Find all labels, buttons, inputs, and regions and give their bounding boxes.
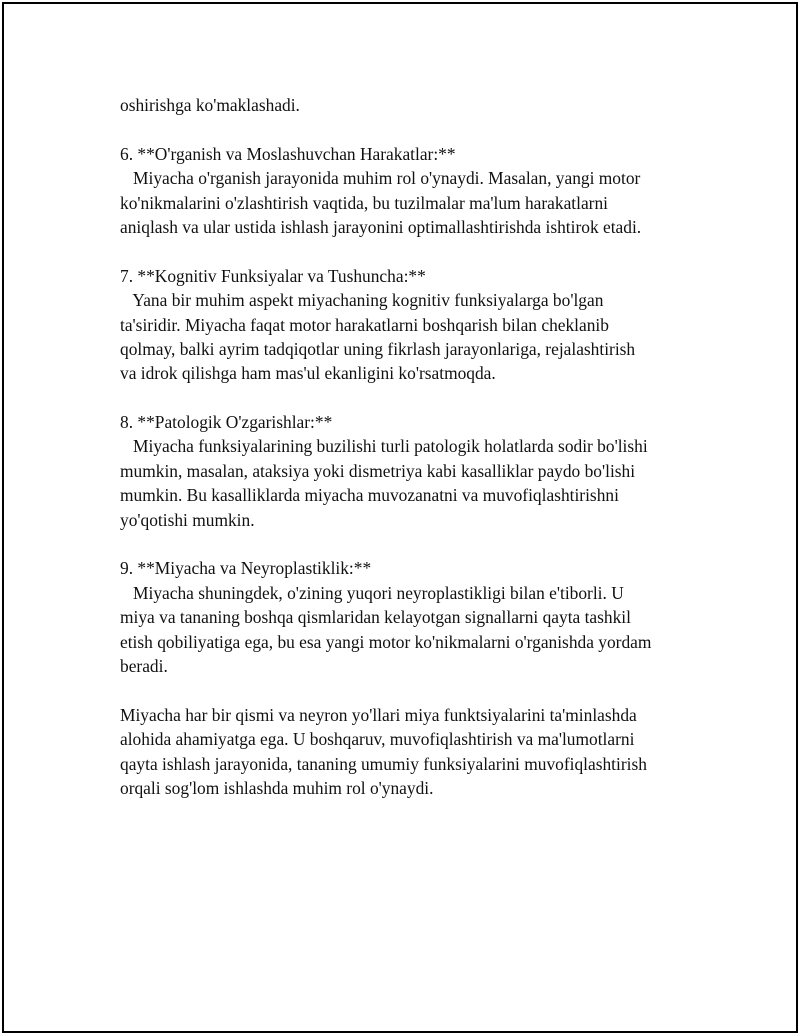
conclusion-line: qayta ishlash jarayonida, tananing umumiy funksiyalarini muvofiqlashtirish	[120, 753, 647, 774]
document-body	[120, 93, 710, 800]
paragraph-gap	[120, 239, 710, 263]
section-text-line: beradi.	[120, 655, 168, 676]
section-text-line: miya va tananing boshqa qismlaridan kelayotgan signallarni qayta tashkil	[120, 607, 631, 628]
section-text-line: qolmay, balki ayrim tadqiqotlar uning fikrlash jarayonlariga, rejalashtirish	[120, 338, 636, 359]
section-text-line: Miyacha funksiyalarining buzilishi turli patologik holatlarda sodir bo'lishi	[120, 436, 648, 457]
section-heading: 6. **O'rganish va Moslashuvchan Harakatlar:**	[120, 143, 456, 164]
intro-line: oshirishga ko'maklashadi.	[120, 95, 300, 115]
paragraph-gap	[120, 532, 710, 556]
section-text-line: yo'qotishi mumkin.	[120, 509, 255, 530]
section-text-line: mumkin, masalan, ataksiya yoki dismetriya kabi kasalliklar paydo bo'lishi	[120, 460, 636, 481]
section-text-line: va idrok qilishga ham mas'ul ekanligini ko'rsatmoqda.	[120, 363, 496, 384]
section-text-line: ko'nikmalarini o'zlashtirish vaqtida, bu tuzilmalar ma'lum harakatlarni	[120, 192, 608, 213]
section-heading: 8. **Patologik O'zgarishlar:**	[120, 412, 333, 433]
section-text-line: Miyacha shuningdek, o'zining yuqori neyroplastikligi bilan e'tiborli. U	[120, 582, 624, 603]
paragraph-gap	[120, 678, 710, 702]
section-text-line: ta'siridir. Miyacha faqat motor harakatlarni boshqarish bilan cheklanib	[120, 314, 609, 335]
conclusion-line: orqali sog'lom ishlashda muhim rol o'ynaydi.	[120, 777, 434, 798]
section-heading: 9. **Miyacha va Neyroplastiklik:**	[120, 558, 372, 579]
conclusion-line: Miyacha har bir qismi va neyron yo'llari miya funktsiyalarini ta'minlashda	[120, 704, 637, 725]
section-heading: 7. **Kognitiv Funksiyalar va Tushuncha:**	[120, 265, 426, 286]
section-text-line: aniqlash va ular ustida ishlash jarayonini optimallashtirishda ishtirok etadi.	[120, 216, 642, 237]
section-text-line: Miyacha o'rganish jarayonida muhim rol o'ynaydi. Masalan, yangi motor	[120, 168, 641, 189]
conclusion-line: alohida ahamiyatga ega. U boshqaruv, muvofiqlashtirish va ma'lumotlarni	[120, 729, 635, 750]
section-text-line: etish qobiliyatiga ega, bu esa yangi motor ko'nikmalarni o'rganishda yordam	[120, 631, 652, 652]
document-page	[2, 2, 798, 1033]
section-text-line: mumkin. Bu kasalliklarda miyacha muvozanatni va muvofiqlashtirishni	[120, 485, 619, 506]
section-text-line: Yana bir muhim aspekt miyachaning kognitiv funksiyalarga bo'lgan	[120, 290, 604, 311]
paragraph-gap	[120, 386, 710, 410]
paragraph-gap	[120, 117, 710, 141]
